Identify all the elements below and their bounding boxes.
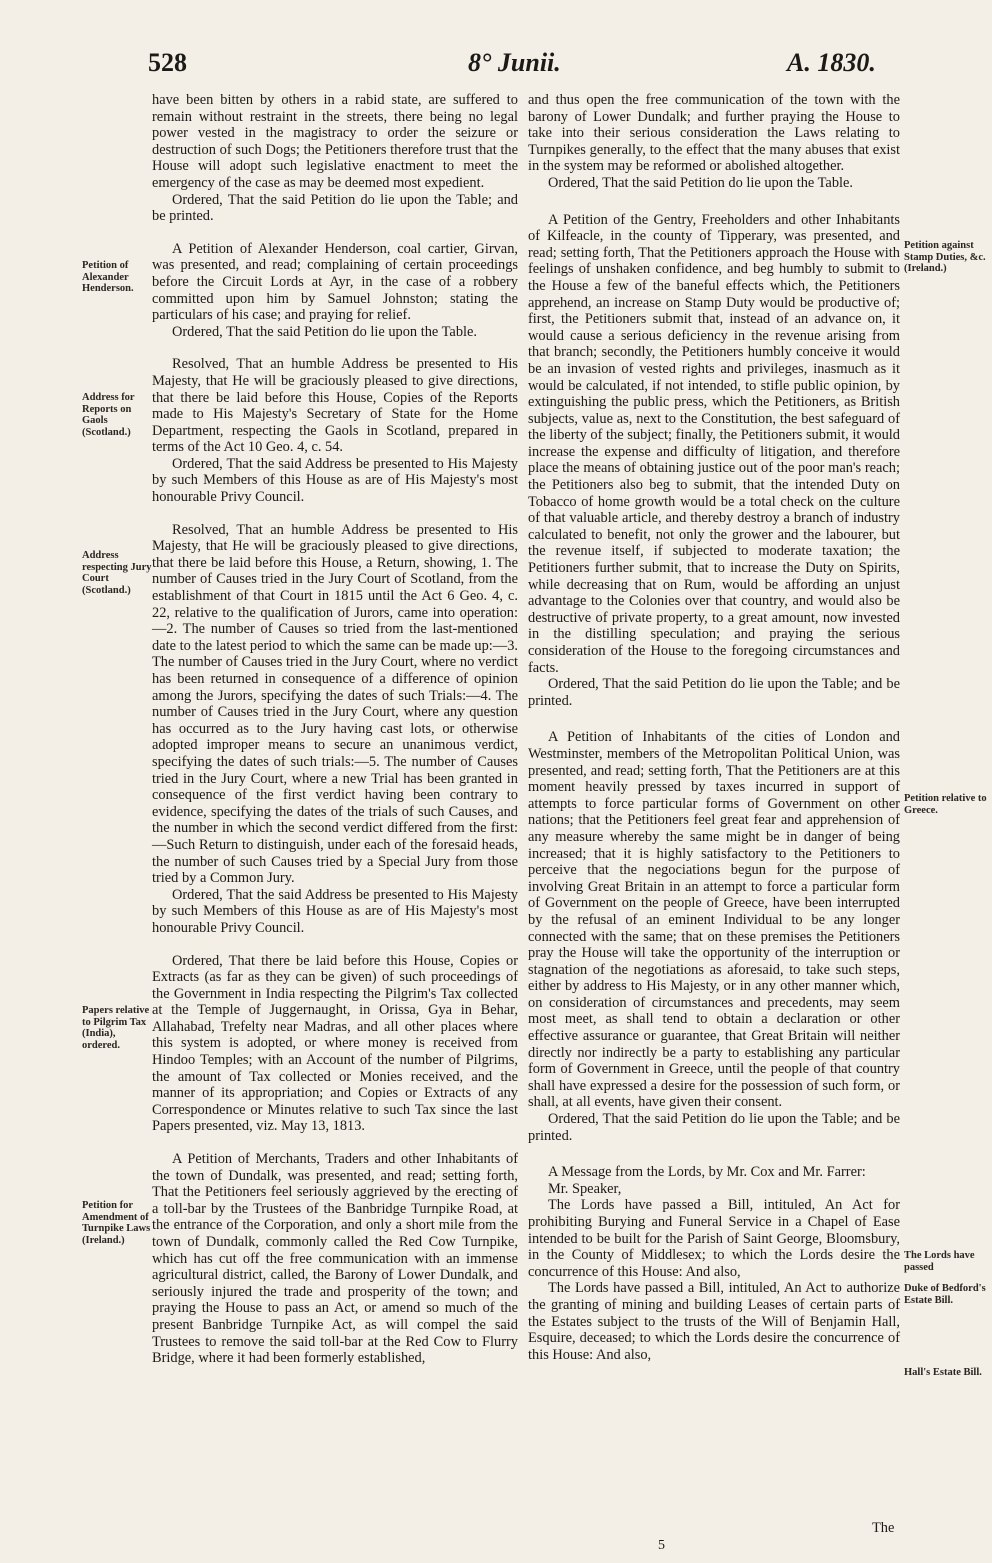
margin-note-lords: The Lords have passed: [904, 1250, 975, 1273]
page-date: 8° Junii.: [468, 48, 561, 77]
paragraph: A Petition of Inhabitants of the cities of London and Westminster, members of the Metropolitan Political Union, was presented, and read; setting forth, That the Petitioners are at this moment heavily pressed by taxes incurred in support of attempts to force particular forms of Government on other nations; that the Petitioners feel great fear and apprehension of any measure whereby the same might be in danger of being increased; that it is highly satisfactory to the Petitioners to perceive that the negociations begun for the purpose of involving Great Britain in an attempt to force a particular form of Government on the people of Greece, have been interrupted by the refusal of an eminent Individual to be any longer connected with the same; that on these premises the Petitioners pray the House will take the opportunity of the interruption or stagnation of the negotiations as aforesaid, to take such steps, either by address to His Majesty, or in any other manner which, on consideration of circumstances and precedents, may seem most meet, as shall tend to obtain a declaration or other effective assurance or guarantee, that Great Britain will neither directly nor indirectly be a party to establishing any particular form of Government in Greece, until the people of that country shall have expressed a desire for the possession of such form, or shall, at all events, have given their consent.: [528, 729, 900, 1111]
paragraph: Ordered, That the said Petition do lie upon the Table.: [548, 174, 853, 191]
paragraph: Ordered, That the said Petition do lie upon the Table; and be printed.: [152, 191, 518, 225]
paragraph: A Petition of the Gentry, Freeholders and other Inhabitants of Kilfeacle, in the county of Tipperary, was presented, and read; setting forth, That the Petitioners approach the House with feelings of unshaken confidence, and beg humbly to submit to the House a few of the baneful effects which, the Petitioners apprehend, an increase on Stamp Duty would be productive of; first, the Petitioners submit that, instead of an advance on, it would cause a serious deficiency in the revenue arising from that branch; secondly, the Petitioners humbly conceive it would be an invasion of vested rights and privileges, inasmuch as it would be calculated, if not intended, to stifle public opinion, by extinguishing the public press, which the Petitioners, as British subjects, value as, next to the Constitution, the best safeguard of the liberty of the subject; finally, the Petitioners submit, it would increase the expense and difficulty of litigation, and therefore place the means of obtaining justice out of the poor man's reach; the Petitioners also beg to submit, that the intended Duty on Tobacco of home growth would be a total check on the culture of that valuable article, and thereby destroy a branch of industry calculated to benefit, not only the grower and the labourer, but the revenue itself, if subjected to moderate taxation; the Petitioners further submit, that to increase the Duty on Spirits, while decreasing that on Rum, would be affording an unjust advantage to the Colonies over that country, and would also be destructive of private property, to a great amount, now invested in the distilling speculation; and praying the serious consideration of the House to the foregoing circumstances and facts.: [528, 211, 900, 676]
margin-note-jury: Address respecting Jury Court (Scotland.): [82, 550, 152, 596]
paragraph: Ordered, That the said Petition do lie upon the Table; and be printed.: [528, 1111, 900, 1144]
paragraph: Ordered, That the said Address be presented to His Majesty by such Members of this House as are of His Majesty's most honourable Privy Council.: [152, 886, 518, 936]
paragraph: A Petition of Alexander Henderson, coal cartier, Girvan, was presented, and read; complaining of certain proceedings before the Circuit Lords at Ayr, in the case of a robbery committed upon him by Samuel Johnston; stating the particulars of his case; and praying for relief.: [152, 240, 518, 324]
paragraph: Ordered, That the said Petition do lie upon the Table; and be printed.: [528, 676, 900, 709]
page-year: A. 1830.: [787, 48, 876, 77]
margin-note-stamp: Petition against Stamp Duties, &c. (Ireland.): [904, 240, 986, 274]
margin-note-bedford: Duke of Bedford's Estate Bill.: [904, 1283, 986, 1306]
page-number: 528: [148, 48, 187, 77]
paragraph: Ordered, That there be laid before this House, Copies or Extracts (as far as they can be given) of such proceedings of the Government in India respecting the Pilgrim's Tax collected at the Temple of Juggernaught, in Orissa, Gya in Behar, Allahabad, Trefelty near Madras, and all other places where this system is adopted, or where money is received from Hindoo Temples; with an Account of the number of Pilgrims, the amount of Tax collected or Monies received, and the manner of its appropriation; and Copies or Extracts of any Correspondence or Minutes relative to such Tax since the last Papers presented, viz. May 13, 1813.: [152, 952, 518, 1135]
margin-note-gaols: Address for Reports on Gaols (Scotland.): [82, 392, 135, 438]
paragraph: have been bitten by others in a rabid state, are suffered to remain without restraint in the streets, there being no legal power vested in the magistracy to order the seizure or destruction of such Dogs; the Petitioners therefore trust that the House will adopt such legislative enactment to meet the emergency of the case as may be deemed most expedient.: [152, 92, 518, 191]
margin-note-pilgrim: Papers relative to Pilgrim Tax (India), ordered.: [82, 1005, 150, 1051]
paragraph: Mr. Speaker,: [548, 1180, 622, 1197]
signature-mark: 5: [658, 1538, 665, 1553]
paragraph: A Petition of Merchants, Traders and other Inhabitants of the town of Dundalk, was presented, and read; setting forth, That the Petitioners feel seriously aggrieved by the erecting of a toll-bar by the Trustees of the Banbridge Turnpike Road, at the entrance of the Corporation, and only a short mile from the town of Dundalk, commonly called the Red Cow Turnpike, which has cut off the free communication with an immense agricultural district, called, the Barony of Lower Dundalk, and seriously injured the trade and prosperity of the town; and praying the House to pass an Act, or amend so much of the present Banbridge Turnpike Act, as will compel the said Trustees to remove the said toll-bar at the Red Cow to Flurry Bridge, where it had been formerly established,: [152, 1151, 518, 1367]
paragraph: Ordered, That the said Petition do lie upon the Table.: [172, 323, 477, 340]
paragraph: and thus open the free communication of the town with the barony of Lower Dundalk; and further praying the House to take into their serious consideration the Laws relating to Turnpikes generally, to the effect that the many abuses that exist in the system may be reformed or abolished altogether.: [528, 92, 900, 175]
paragraph: Ordered, That the said Address be presented to His Majesty by such Members of this House as are of His Majesty's most honourable Privy Council.: [152, 455, 518, 506]
margin-note-hall: Hall's Estate Bill.: [904, 1367, 982, 1378]
paragraph: A Message from the Lords, by Mr. Cox and Mr. Farrer:: [548, 1164, 866, 1181]
left-column: [152, 92, 518, 1367]
margin-note-henderson: Petition of Alexander Henderson.: [82, 260, 134, 294]
catchword: The: [872, 1520, 895, 1536]
paragraph: The Lords have passed a Bill, intituled, An Act to authorize the granting of mining and building Leases of certain parts of the Estates subject to the trusts of the Will of Benjamin Hall, Esquire, deceased; to which the Lords desire the concurrence of this House: And also,: [528, 1280, 900, 1363]
right-column: [528, 92, 900, 1363]
paragraph: The Lords have passed a Bill, intituled, An Act for prohibiting Burying and Funeral Service in a Chapel of Ease intended to be built for the Parish of Saint George, Bloomsbury, in the County of Middlesex; to which the Lords desire the concurrence of this House: And also,: [528, 1197, 900, 1280]
margin-note-turnpike: Petition for Amendment of Turnpike Laws (Ireland.): [82, 1200, 151, 1246]
margin-note-greece: Petition relative to Greece.: [904, 793, 987, 816]
paragraph: Resolved, That an humble Address be presented to His Majesty, that He will be graciously pleased to give directions, that there be laid before this House, a Return, showing, 1. The number of Causes tried in the Jury Court of Scotland, from the establishment of that Court in 1815 until the Act 6 Geo. 4, c. 22, relative to the qualification of Jurors, came into operation:—2. The number of Causes so tried from the last-mentioned date to the latest period to which the same can be made up:—3. The number of Causes tried in the Jury Court, where no verdict has been returned in consequence of a difference of opinion among the Jurors, specifying the dates of such Trials:—4. The number of Causes tried in the Jury Court, where any question has occurred as to the Jury having cast lots, or otherwise adopted improper means to secure an unanimous verdict, specifying the dates of such trials:—5. The number of Causes tried in the Jury Court, where a new Trial has been granted in consequence of the first verdict having been contrary to evidence, specifying the dates of the trials of such Causes, and the number in which the second verdict differed from the first:—Such Return to distinguish, under each of the foresaid heads, the number of such Causes tried by a Special Jury from those tried by a Common Jury.: [152, 521, 518, 887]
paragraph: Resolved, That an humble Address be presented to His Majesty, that He will be graciously pleased to give directions, that there be laid before this House, Copies of the Reports made to His Majesty's Secretary of State for the Home Department, respecting the Gaols in Scotland, prepared in terms of the Act 10 Geo. 4, c. 54.: [152, 356, 518, 456]
